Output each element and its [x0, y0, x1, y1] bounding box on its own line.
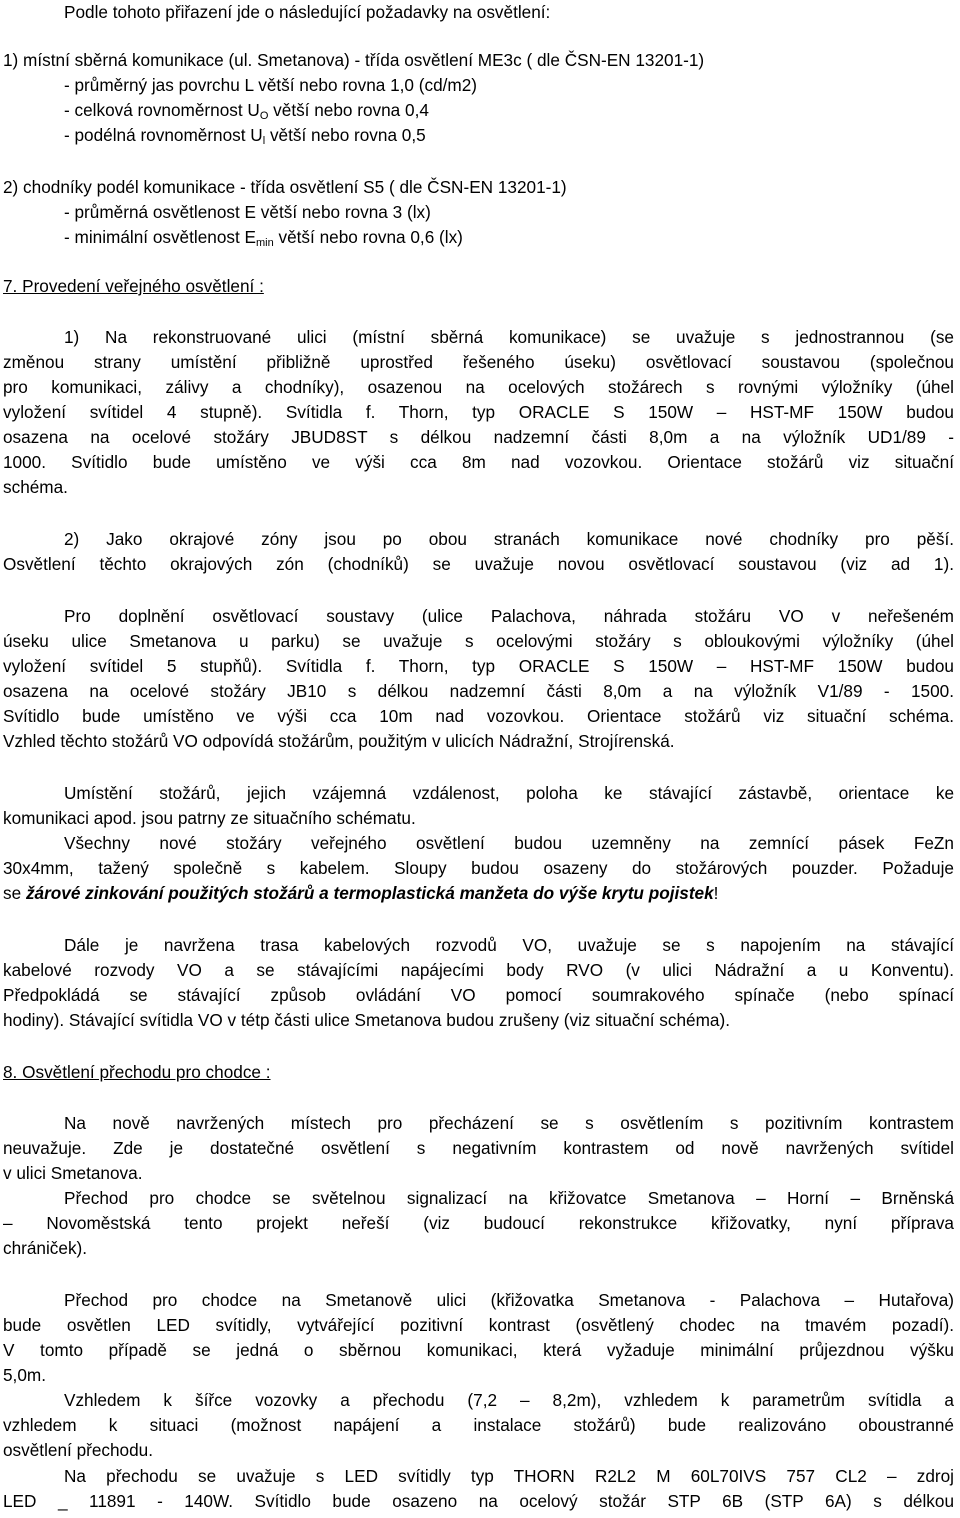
text-line: bude osvětlen LED svítidly, vytvářející pozitivní kontrast (osvětlený chodec na tmavém pozadí). [3, 1315, 954, 1335]
text-line: se žárové zinkování použitých stožárů a termoplastická manžeta do výše krytu pojistek! [3, 883, 719, 903]
text-line: změnou strany umístění přibližně uprostřed řešeného úseku) osvětlovací soustavou (společnou [3, 352, 954, 372]
text-line: Na nově navržených místech pro přecházení se s osvětlením s pozitivním kontrastem [64, 1113, 954, 1133]
text-line: vyložení svítidel 5 stupňů). Svítidla f. Thorn, typ ORACLE S 150W – HST-MF 150W budou [3, 656, 954, 676]
text-line: úseku ulice Smetanova u parku) se uvažuje s ocelovými stožáry s obloukovými výložníky (úhel [3, 631, 954, 651]
text-line: komunikaci apod. jsou patrny ze situačního schématu. [3, 808, 416, 828]
section-7-heading: 7. Provedení veřejného osvětlení : [3, 276, 264, 296]
text-line: schéma. [3, 477, 68, 497]
section-8-heading: 8. Osvětlení přechodu pro chodce : [3, 1062, 271, 1082]
text-line: Přechod pro chodce na Smetanově ulici (křižovatka Smetanova - Palachova – Hutařova) [64, 1290, 954, 1310]
text-line: Vzhled těchto stožárů VO odpovídá stožárům, použitým v ulicích Nádražní, Strojírenská. [3, 731, 675, 751]
text-line: neuvažuje. Zde je dostatečné osvětlení s negativním kontrastem od nově navržených svítidel [3, 1138, 954, 1158]
text-line: hodiny). Stávající svítidla VO v tétp části ulice Smetanova budou zrušeny (viz situační schéma). [3, 1010, 730, 1030]
text-line: Na přechodu se uvažuje s LED svítidly typ THORN R2L2 M 60L70IVS 757 CL2 – zdroj [64, 1466, 954, 1486]
text-line: 1) Na rekonstruované ulici (místní sběrná komunikace) se uvažuje s jednostrannou (se [64, 327, 954, 347]
text-line: LED _ 11891 - 140W. Svítidlo bude osazeno na ocelový stožár STP 6B (STP 6A) s délkou [3, 1491, 954, 1511]
text-line: osazena na ocelové stožáry JB10 s délkou nadzemní části 8,0m a na výložník V1/89 - 1500. [3, 681, 954, 701]
text-line: – Novoměstská tento projekt neřeší (viz budoucí rekonstrukce křižovatky, nyní příprava [3, 1213, 954, 1233]
req-2-item-average-illuminance: - průměrná osvětlenost E větší nebo rovna 3 (lx) [64, 202, 431, 222]
text-line: vzhledem k situaci (možnost napájení a instalace stožárů) bude realizováno oboustranné [3, 1415, 954, 1435]
text-line: 30x4mm, tažený společně s kabelem. Sloupy budou osazeny do stožárových pouzder. Požaduje [3, 858, 954, 878]
req-2-heading: 2) chodníky podél komunikace - třída osvětlení S5 ( dle ČSN-EN 13201-1) [3, 177, 567, 197]
text-line: osazena na ocelové stožáry JBUD8ST s délkou nadzemní části 8,0m a na výložník UD1/89 - [3, 427, 954, 447]
text-line: Přechod pro chodce se světelnou signalizací na křižovatce Smetanova – Horní – Brněnská [64, 1188, 954, 1208]
text-line: chrániček). [3, 1238, 88, 1258]
text-line: v ulici Smetanova. [3, 1163, 143, 1183]
req-1-item-longitudinal-uniformity: - podélná rovnoměrnost $U_l$ větší nebo rovna 0,5 [64, 125, 426, 147]
text-line: Svítidlo bude umístěno ve výši cca 10m nad vozovkou. Orientace stožárů viz situační schéma. [3, 706, 954, 726]
text-line: osvětlení přechodu. [3, 1440, 154, 1460]
req-1-item-overall-uniformity: - celková rovnoměrnost $U_O$ větší nebo rovna 0,4 [64, 100, 429, 122]
req-1-heading: 1) místní sběrná komunikace (ul. Smetanova) - třída osvětlení ME3c ( dle ČSN-EN 13201-1) [3, 50, 705, 70]
text-line: Pro doplnění osvětlovací soustavy (ulice Palachova, náhrada stožáru VO v neřešeném [64, 606, 954, 626]
text-line: Dále je navržena trasa kabelových rozvodů VO, uvažuje se s napojením na stávající [64, 935, 954, 955]
text-line: 5,0m. [3, 1365, 46, 1385]
text-line: Osvětlení těchto okrajových zón (chodníků) se uvažuje novou osvětlovací soustavou (viz ad 1). [3, 554, 954, 574]
text-line: Umístění stožárů, jejich vzájemná vzdálenost, poloha ke stávající zástavbě, orientace ke [64, 783, 954, 803]
text-line: vyložení svítidel 4 stupně). Svítidla f. Thorn, typ ORACLE S 150W – HST-MF 150W budou [3, 402, 954, 422]
text-line: Všechny nové stožáry veřejného osvětlení budou uzemněny na zemnící pásek FeZn [64, 833, 954, 853]
requirements-intro: Podle tohoto přiřazení jde o následující požadavky na osvětlení: [64, 2, 551, 22]
text-line: 1000. Svítidlo bude umístěno ve výši cca 8m nad vozovkou. Orientace stožárů viz situační [3, 452, 954, 472]
text-line: pro komunikaci, zálivy a chodníky), osazenou na ocelových stožárech s rovnými výložníky (úhel [3, 377, 954, 397]
text-line: V tomto případě se jedná o sběrnou komunikaci, která vyžaduje minimální průjezdnou výšku [3, 1340, 954, 1360]
text-line: Vzhledem k šířce vozovky a přechodu (7,2 – 8,2m), vzhledem k parametrům svítidla a [64, 1390, 954, 1410]
req-2-item-minimum-illuminance: - minimální osvětlenost $E_{min}$ větší nebo rovna 0,6 (lx) [64, 227, 463, 249]
text-line: 2) Jako okrajové zóny jsou po obou stranách komunikace nové chodníky pro pěší. [64, 529, 954, 549]
req-1-item-luminance: - průměrný jas povrchu L větší nebo rovna 1,0 (cd/m2) [64, 75, 478, 95]
text-line: Předpokládá se stávající způsob ovládání VO pomocí soumrakového spínače (nebo spínací [3, 985, 954, 1005]
emphasis-requirement: žárové zinkování použitých stožárů a termoplastická manžeta do výše krytu pojistek [25, 883, 714, 903]
text-line: kabelové rozvody VO a se stávajícími napájecími body RVO (v ulici Nádražní a u Konventu). [3, 960, 954, 980]
